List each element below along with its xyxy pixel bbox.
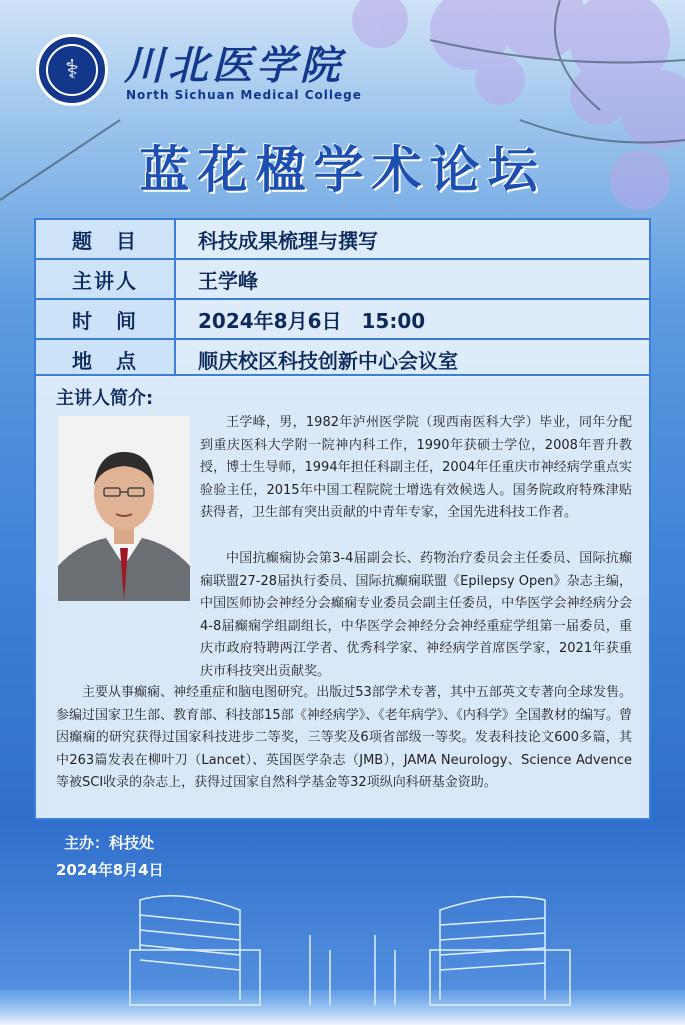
campus-buildings-illustration [0, 890, 685, 1025]
topic-value: 科技成果梳理与撰写 [175, 219, 650, 259]
intro-paragraph-2-text: 中国抗癫痫协会第3-4届副会长、药物治疗委员会主任委员、国际抗癫痫联盟27-28届执行委员、国际抗癫痫联盟《Epilepsy Open》杂志主编，中国医师协会神经分会癫痫专业委员会副主任委员，中华医学会神经病分会4-8届癫痫学组副组长，中华医学会神经分会神经重症学组第一届委员，重庆市政府特聘两江学者、优秀科学家、神经病学首席医学家，2021年获重庆市科技突出贡献奖。 [200, 551, 632, 679]
time-value: 2024年8月6日 15:00 [175, 299, 650, 339]
table-row [35, 339, 650, 379]
table-row [35, 259, 650, 299]
organizer: 主办：科技处 [64, 834, 155, 852]
college-logo [36, 34, 108, 106]
college-name-cn: 川北医学院 [124, 42, 344, 89]
intro-paragraph-2 [56, 548, 632, 683]
caduceus-icon: ⚕ [46, 44, 98, 96]
intro-heading: 主讲人简介: [56, 388, 154, 409]
topic-label: 题 目 [35, 219, 175, 259]
table-row [35, 299, 650, 339]
speaker-intro [34, 374, 651, 820]
college-name-en: North Sichuan Medical College [126, 88, 362, 102]
table-row [35, 219, 650, 259]
intro-paragraph-3: 主要从事癫痫、神经重症和脑电图研究。出版过53部学术专著，其中五部英文专著向全球发售。参编过国家卫生部、教育部、科技部15部《神经病学》、《老年病学》、《内科学》全国教材的编写。曾因癫痫的研究获得过国家科技进步二等奖，三等奖及6项省部级一等奖。发表科技论文600多篇，其中263篇发表在柳叶刀（Lancet）、英国医学杂志（JMB），JAMA Neurology、Science Advence等被SCI收录的杂志上，获得过国家自然科学基金等32项纵向科研基金资助。 [56, 685, 632, 790]
location-value: 顺庆校区科技创新中心会议室 [175, 339, 650, 379]
location-label: 地 点 [35, 339, 175, 379]
lecture-info-table [34, 218, 651, 380]
forum-title: 蓝花楹学术论坛 [139, 140, 546, 199]
speaker-value: 王学峰 [175, 259, 650, 299]
speaker-label: 主讲人 [35, 259, 175, 299]
college-header [36, 30, 366, 110]
time-label: 时 间 [35, 299, 175, 339]
issue-date: 2024年8月4日 [56, 861, 164, 879]
intro-paragraph-1: 王学峰，男，1982年泸州医学院（现西南医科大学）毕业，同年分配到重庆医科大学附一院神内科工作，1990年获硕士学位，2008年晋升教授，博士生导师，1994年担任科副主任，2004年任重庆市神经病学重点实验验主任，2015年中国工程院院士增选有效候选人。国务院政府特殊津贴获得者，卫生部有突出贡献的中青年专家，全国先进科技工作者。 [200, 415, 632, 520]
